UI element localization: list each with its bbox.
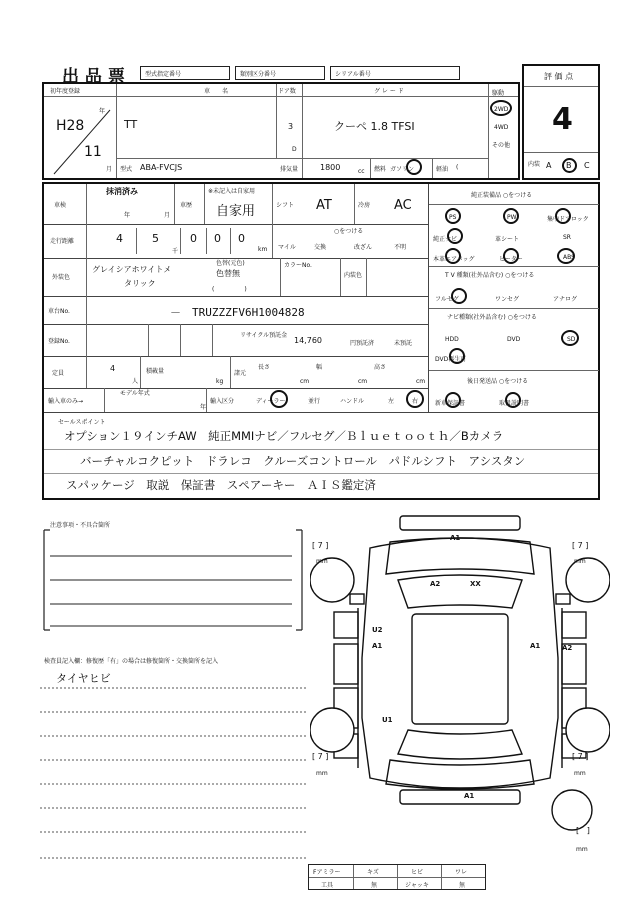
type-designation-box: 型式指定番号 <box>140 66 230 80</box>
tire-depth-fr: [ 7 ] <box>572 541 589 550</box>
caution-label: 注意事項・不具合箇所 <box>50 522 111 529</box>
sales-line-1: オプション１９インチAW 純正MMIナビ／フルセグ／Ｂｌｕｅｔｏｏｔｈ／Bカメラ <box>64 429 504 443</box>
car-damage-diagram <box>310 508 610 868</box>
reg-row: 登録No. リサイクル預託金 14,760 円預託済 未預託 <box>44 324 428 357</box>
mark-a1-rear: A1 <box>464 792 475 800</box>
equip-circle-navi <box>447 228 463 244</box>
form-title: 出 品 票 <box>62 67 125 87</box>
import-type-circle <box>270 390 288 408</box>
score-box: 評 価 点 4 内装 A B C <box>522 64 600 180</box>
equip-circle-pw <box>503 208 519 224</box>
equip-circle-airbag <box>445 248 461 264</box>
car-name: TT <box>124 118 138 131</box>
shift-value: AT <box>316 198 332 213</box>
drive-circle <box>490 100 512 116</box>
later-circle-2 <box>505 392 521 408</box>
color-line-1: グレイシアホワイトメ <box>92 265 172 274</box>
tv-circle <box>451 288 467 304</box>
mark-a1-left: A1 <box>372 642 383 650</box>
category-number-box: 類別区分番号 <box>235 66 325 80</box>
color-line-2: タリック <box>124 279 156 288</box>
equip-circle-ps <box>445 208 461 224</box>
import-row: 輸入車のみ→ モデル年式 年 輸入区分 ディーラー 並行 ハンドル 左 右 <box>44 388 428 412</box>
color-row: 外装色 グレイシアホワイトメ タリック 色替(元色) 色替無 ( ) カラーNo. 内装色 <box>44 258 428 297</box>
vin-row: 車台No. － TRUZZZFV6H1004828 <box>44 296 428 325</box>
fuel-circle <box>406 159 422 175</box>
vehicle-info-row: 初年度登録 年 H28 11 月 車 名 TT 型式 ABA-FVCJS ドア数 3 D グ レ ー ド クーペ 1.8 TFSI 排気量 1800 cc 燃料 ガソリン 軽油 ( 駆動 2WD 4WD その他 <box>42 82 520 180</box>
inspector-label: 検査員記入欄：修復歴「有」の場合は修復箇所・交換箇所を記入 <box>44 658 219 665</box>
doors-value: 3 <box>288 122 294 131</box>
mark-xx: XX <box>470 580 481 588</box>
score-value: 4 <box>552 102 573 137</box>
serial-number-box: シリアル番号 <box>330 66 460 80</box>
caution-bracket <box>40 526 310 636</box>
equip-circle-abs <box>557 248 575 264</box>
tire-depth-rl: [ 7 ] <box>312 752 329 761</box>
mark-a1-hood: A1 <box>450 534 461 542</box>
sales-point: セールスポイント オプション１９インチAW 純正MMIナビ／フルセグ／Ｂｌｕｅｔｏｏｔｈ／Bカメラ バーチャルコクピット ドラレコ クルーズコントロール パドルシフト アシスタン スパッケージ 取説 保証書 スペアーキー ＡＩＳ鑑定済 <box>44 412 598 499</box>
equip-circle-lock <box>555 208 571 224</box>
interior-grade-circle <box>562 158 577 173</box>
inspection-value: 抹消済み <box>106 187 138 196</box>
grade-value: クーペ 1.8 TFSI <box>334 120 415 133</box>
mark-u1: U1 <box>382 716 393 724</box>
mark-a2-right: A2 <box>562 644 573 652</box>
mark-a1-right: A1 <box>530 642 541 650</box>
recycle-value: 14,760 <box>294 336 322 345</box>
inspector-lines <box>40 682 310 867</box>
capacity-row: 定員 4 人 積載量 kg 諸元 長さ cm 幅 cm 高さ cm <box>44 356 428 389</box>
mileage-row: 走行距離 4 5 千 0 0 0 km ○をつける マイル 交換 改ざん 不明 <box>44 224 428 259</box>
ac-value: AC <box>394 198 412 213</box>
dvd-circle <box>449 348 465 364</box>
mark-u2: U2 <box>372 626 383 634</box>
diagonal-line <box>50 104 112 176</box>
model-code: ABA-FVCJS <box>140 163 183 172</box>
sales-line-3: スパッケージ 取説 保証書 スペアーキー ＡＩＳ鑑定済 <box>66 478 376 492</box>
displacement-value: 1800 <box>320 163 341 172</box>
history-value: 自家用 <box>216 204 256 219</box>
equipment-panel: 純正装備品 ○をつける PS PW 集中ドアロック 純正ナビ 革シート SR 本革エアバッグ ヒーター ABS T V 種類(社外品含む) ○をつける フルセグ ワンセグ アナログ ナビ種類(社外品含む) ○をつける HDD DVD SD DVD再生可 後日発送品 ○をつける 新車保証書 取扱説明書 <box>428 184 599 412</box>
later-circle-1 <box>445 392 461 408</box>
equip-circle-heater <box>503 248 519 264</box>
sales-line-2: バーチャルコクピット ドラレコ クルーズコントロール パドルシフト アシスタン <box>80 454 526 468</box>
mark-a2-windshield: A2 <box>430 580 441 588</box>
navi-circle <box>561 330 579 346</box>
tire-depth-spare: [ ] <box>576 826 590 835</box>
first-reg-month: 11 <box>84 144 102 160</box>
handle-circle <box>406 390 424 408</box>
tire-depth-fl: [ 7 ] <box>312 541 329 550</box>
vin-value: － TRUZZZFV6H1004828 <box>170 306 305 319</box>
color-change-value: 色替無 <box>216 269 240 278</box>
inspector-note: タイヤヒビ <box>56 672 111 685</box>
first-reg-year: H28 <box>56 118 85 134</box>
tire-depth-rr: [ 7 ] <box>572 752 589 761</box>
inspection-row: 車検 抹消済み 年 月 車歴 ※未記入は自家用 自家用 シフト AT 冷房 AC <box>44 184 428 225</box>
bottom-table: Fアミラー キズ ヒビ ワレ 工具 無 ジャッキ 無 <box>308 864 486 890</box>
